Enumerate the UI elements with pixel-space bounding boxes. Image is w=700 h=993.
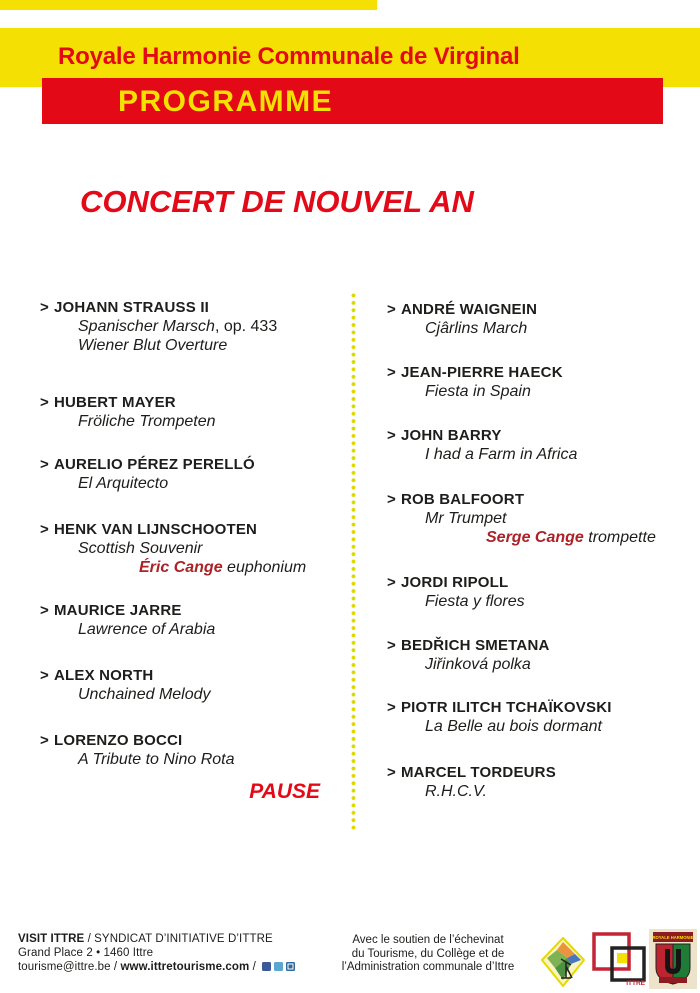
program-column-right [387, 0, 700, 993]
program-item [40, 666, 360, 704]
program-item [40, 455, 360, 493]
twitter-icon [274, 962, 283, 971]
program-item [387, 300, 700, 338]
program-item [40, 393, 360, 431]
program-item [387, 573, 700, 611]
program-item [387, 636, 700, 674]
piece-title: Unchained Melody [78, 686, 211, 703]
syndicat-label: / SYNDICAT D’INITIATIVE D’ITTRE [84, 933, 273, 945]
footer-address: Grand Place 2 • 1460 Ittre [18, 946, 154, 959]
soloist-name: Serge Cange [486, 529, 584, 546]
piece-title: Fiesta y flores [425, 593, 525, 610]
piece-title: Fröliche Trompeten [78, 413, 216, 430]
ittre-squares-logo [591, 931, 647, 988]
ittre-logo-text: ITTRE [626, 980, 645, 987]
chevron-bullet: > [387, 699, 396, 716]
program-item [40, 601, 360, 639]
chevron-bullet: > [40, 732, 49, 749]
programme-label: PROGRAMME [118, 85, 334, 118]
chevron-bullet: > [40, 602, 49, 619]
concert-title: CONCERT DE NOUVEL AN [80, 184, 474, 219]
piece-title: Mr Trumpet [425, 510, 507, 527]
footer-visit-line [18, 933, 295, 947]
footer-email: tourisme@ittre.be / [18, 960, 121, 973]
instagram-icon [286, 962, 295, 971]
composer-name: > AURELIO PÉREZ PERELLÓ [40, 456, 255, 473]
piece-title: El Arquitecto [78, 475, 169, 492]
chevron-bullet: > [387, 301, 396, 318]
chevron-bullet: > [387, 491, 396, 508]
composer-name: > MARCEL TORDEURS [387, 764, 556, 781]
footer-website: www.ittretourisme.com [120, 960, 250, 973]
composer-name: > JEAN-PIERRE HAECK [387, 364, 563, 381]
composer-name: > LORENZO BOCCI [40, 732, 183, 749]
program-item [387, 426, 700, 464]
chevron-bullet: > [387, 364, 396, 381]
composer-name: > ALEX NORTH [40, 667, 154, 684]
organization-title: Royale Harmonie Communale de Virginal [58, 43, 520, 70]
piece-title: R.H.C.V. [425, 783, 487, 800]
composer-name: > BEDŘICH SMETANA [387, 637, 550, 654]
composer-name: > MAURICE JARRE [40, 602, 182, 619]
chevron-bullet: > [40, 521, 49, 538]
program-item [387, 490, 700, 547]
support-line: du Tourisme, du Collège et de [351, 947, 505, 960]
composer-name: > JOHANN STRAUSS II [40, 299, 210, 316]
support-line: l’Administration communale d’Ittre [341, 961, 515, 973]
chevron-bullet: > [387, 574, 396, 591]
chevron-bullet: > [40, 456, 49, 473]
piece-title: Scottish Souvenir [78, 540, 203, 557]
pause-label: PAUSE [249, 780, 320, 803]
soloist-name: Éric Cange [139, 559, 223, 576]
program-column-left [40, 0, 360, 993]
ittre-map-logo [541, 937, 585, 987]
program-item [40, 298, 360, 355]
piece-title: Wiener Blut Overture [78, 337, 228, 354]
piece-title: I had a Farm in Africa [425, 446, 578, 463]
piece-title: Spanischer Marsch, op. 433 [78, 318, 278, 335]
chevron-bullet: > [40, 667, 49, 684]
footer-web-line [18, 961, 295, 975]
piece-title: Fiesta in Spain [425, 383, 531, 400]
program-item [40, 520, 360, 577]
facebook-icon [262, 962, 271, 971]
soloist-line: Éric Cange euphonium [139, 559, 307, 576]
composer-name: > JORDI RIPOLL [387, 574, 509, 591]
piece-title: Jiřinková polka [425, 656, 531, 673]
footer-support-block [330, 934, 526, 975]
program-item [387, 763, 700, 801]
chevron-bullet: > [387, 637, 396, 654]
chevron-bullet: > [40, 394, 49, 411]
program-item [387, 698, 700, 736]
program-item [387, 363, 700, 401]
royale-harmonie-crest-logo [649, 929, 697, 989]
crest-banner-text: ROYALE HARMONIE [652, 935, 694, 940]
composer-name: > ANDRÉ WAIGNEIN [387, 301, 538, 318]
chevron-bullet: > [40, 299, 49, 316]
program-item [40, 731, 360, 769]
footer-slash: / [249, 960, 260, 973]
chevron-bullet: > [387, 764, 396, 781]
soloist-line: Serge Cange trompette [486, 529, 656, 546]
composer-name: > ROB BALFOORT [387, 491, 525, 508]
piece-title: A Tribute to Nino Rota [78, 751, 235, 768]
visit-ittre-label: VISIT ITTRE [18, 933, 85, 945]
footer-contact-block [18, 933, 295, 974]
support-line: Avec le soutien de l’échevinat [352, 934, 504, 946]
composer-name: > JOHN BARRY [387, 427, 502, 444]
chevron-bullet: > [387, 427, 396, 444]
piece-title: Lawrence of Arabia [78, 621, 216, 638]
composer-name: > HENK VAN LIJNSCHOOTEN [40, 521, 258, 538]
composer-name: > HUBERT MAYER [40, 394, 176, 411]
composer-name: > PIOTR ILITCH TCHAÏKOVSKI [387, 699, 612, 716]
piece-title: Cjârlins March [425, 320, 528, 337]
piece-title: La Belle au bois dormant [425, 718, 602, 735]
